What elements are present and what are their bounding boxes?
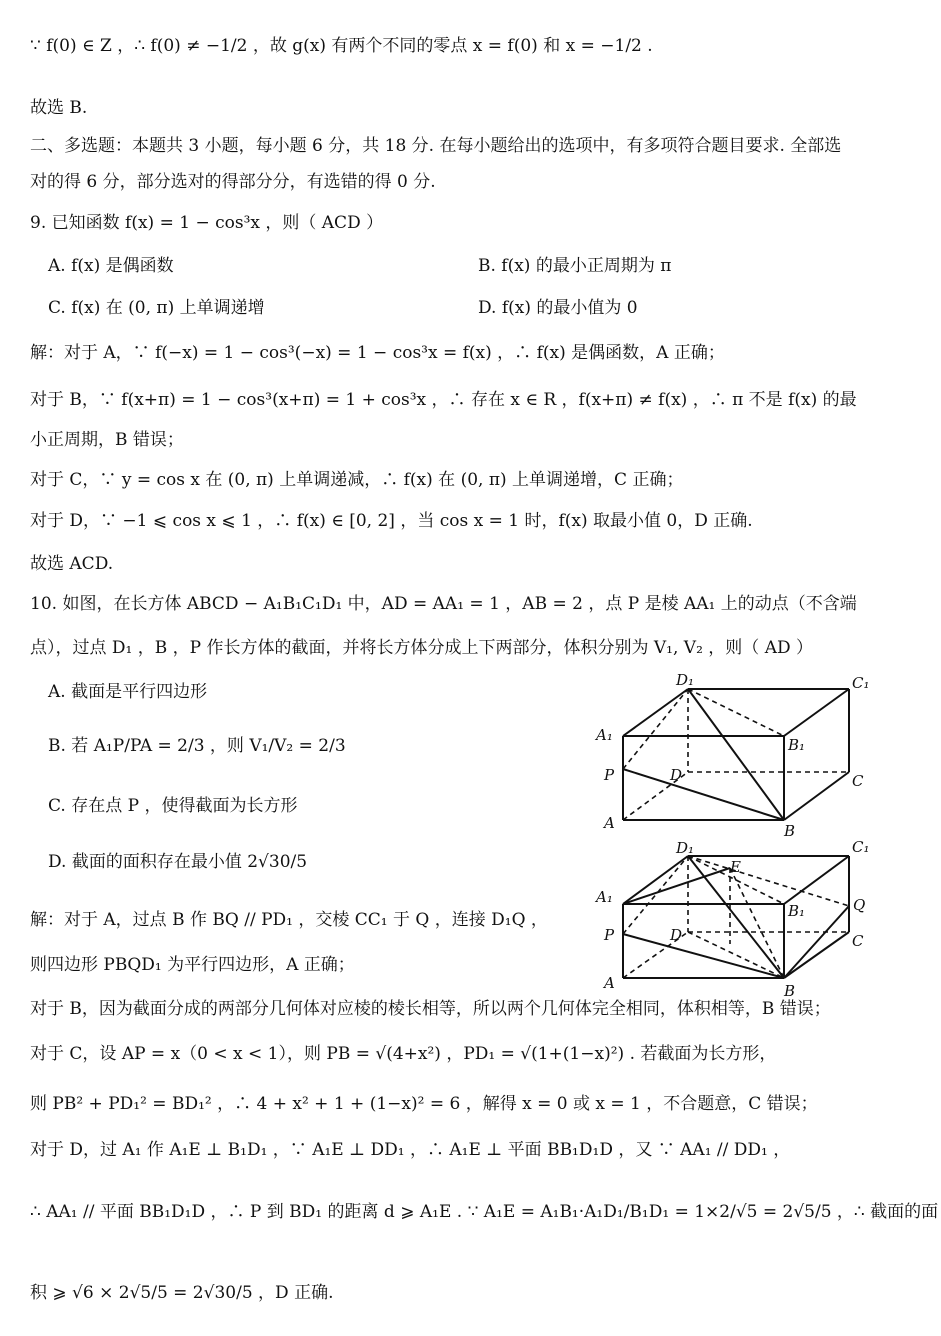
vertex-label: B₁ <box>788 902 806 920</box>
vertex-label: A <box>604 814 615 832</box>
vertex-label: C <box>852 772 864 790</box>
text-line: 对的得 6 分，部分选对的得部分分，有选错的得 0 分. <box>30 172 436 192</box>
vertex-label: Q <box>853 896 866 914</box>
cuboid-figure-1 <box>590 672 880 842</box>
option-d: D. 截面的面积存在最小值 2√30/5 <box>48 852 308 872</box>
vertex-label: B <box>784 982 796 1000</box>
text-line: 对于 B，∵ f(x+π) = 1 − cos³(x+π) = 1 + cos³x ，∴ 存在 x ∈ R ，f(x+π) ≠ f(x) ，∴ π 不是 f(x) 的最 <box>30 390 857 410</box>
text-line: 对于 C，∵ y = cos x 在 (0, π) 上单调递减，∴ f(x) 在 (0, π) 上单调递增，C 正确； <box>30 470 684 490</box>
vertex-label: D <box>670 926 683 944</box>
vertex-label: P <box>604 926 615 944</box>
vertex-label: C₁ <box>852 838 870 856</box>
text-line: 对于 D，过 A₁ 作 A₁E ⊥ B₁D₁ ，∵ A₁E ⊥ DD₁ ，∴ A₁E ⊥ 平面 BB₁D₁D ，又 ∵ AA₁ // DD₁ ， <box>30 1140 791 1160</box>
text-line: 对于 C，设 AP = x（0 < x < 1），则 PB = √(4+x²) ，PD₁ = √(1+(1−x)²) . 若截面为长方形， <box>30 1044 777 1064</box>
vertex-label: D₁ <box>676 672 695 689</box>
text-line: 积 ⩾ √6 × 2√5/5 = 2√30/5 ，D 正确. <box>30 1283 334 1303</box>
text-line: 则四边形 PBQD₁ 为平行四边形，A 正确； <box>30 955 355 975</box>
vertex-label: C <box>852 932 864 950</box>
option-row <box>48 298 913 319</box>
text-line: 解：对于 A，∵ f(−x) = 1 − cos³(−x) = 1 − cos³x = f(x) ，∴ f(x) 是偶函数，A 正确； <box>30 343 725 363</box>
text-line: 小正周期，B 错误； <box>30 430 184 450</box>
text-line: 解：对于 A，过点 B 作 BQ // PD₁ ，交棱 CC₁ 于 Q ，连接 D₁Q ， <box>30 910 548 930</box>
vertex-label: B₁ <box>788 736 806 754</box>
option-d: D. f(x) 的最小值为 0 <box>478 298 638 318</box>
option-b: B. f(x) 的最小正周期为 π <box>478 256 672 276</box>
option-row <box>48 256 913 277</box>
vertex-label: A₁ <box>596 726 613 744</box>
text-line: 对于 D，∵ −1 ⩽ cos x ⩽ 1 ，∴ f(x) ∈ [0, 2] ，当 cos x = 1 时，f(x) 取最小值 0，D 正确. <box>30 511 753 531</box>
cuboid-figure-2 <box>590 836 880 1006</box>
text-line: 二、多选题：本题共 3 小题，每小题 6 分，共 18 分. 在每小题给出的选项中，有多项符合题目要求. 全部选 <box>30 136 842 156</box>
question-9-stem: 9. 已知函数 f(x) = 1 − cos³x ，则（ ACD ） <box>30 213 384 233</box>
vertex-label: P <box>604 766 615 784</box>
option-b: B. 若 A₁P/PA = 2/3 ，则 V₁/V₂ = 2/3 <box>48 736 346 756</box>
vertex-label: E <box>730 858 741 876</box>
option-c: C. 存在点 P ，使得截面为长方形 <box>48 796 298 816</box>
vertex-label: D <box>670 766 683 784</box>
vertex-label: A <box>604 974 615 992</box>
text-line: 则 PB² + PD₁² = BD₁² ，∴ 4 + x² + 1 + (1−x)² = 6 ，解得 x = 0 或 x = 1 ，不合题意，C 错误； <box>30 1094 818 1114</box>
vertex-label: C₁ <box>852 674 870 692</box>
text-line: 点），过点 D₁ ，B ，P 作长方体的截面，并将长方体分成上下两部分，体积分别为 V₁, V₂ ，则（ AD ） <box>30 638 814 658</box>
vertex-label: A₁ <box>596 888 613 906</box>
text-line: ∵ f(0) ∈ Z ，∴ f(0) ≠ −1/2 ，故 g(x) 有两个不同的零点 x = f(0) 和 x = −1/2 . <box>30 36 653 56</box>
text-line: 对于 B，因为截面分成的两部分几何体对应棱的棱长相等，所以两个几何体完全相同，体积相等，B 错误； <box>30 999 831 1019</box>
text-line: 故选 B. <box>30 98 88 118</box>
option-c: C. f(x) 在 (0, π) 上单调递增 <box>48 298 265 318</box>
option-a: A. f(x) 是偶函数 <box>48 256 174 276</box>
vertex-label: B <box>784 822 796 840</box>
text-line: 故选 ACD. <box>30 554 114 574</box>
question-10-stem: 10. 如图，在长方体 ABCD − A₁B₁C₁D₁ 中，AD = AA₁ = 1 ，AB = 2 ，点 P 是棱 AA₁ 上的动点（不含端 <box>30 594 857 614</box>
option-a: A. 截面是平行四边形 <box>48 682 208 702</box>
text-line: ∴ AA₁ // 平面 BB₁D₁D ，∴ P 到 BD₁ 的距离 d ⩾ A₁E . ∵ A₁E = A₁B₁·A₁D₁/B₁D₁ = 1×2/√5 = 2√5/5 ，∴ 截面的面 <box>30 1202 939 1222</box>
vertex-label: D₁ <box>676 839 695 857</box>
